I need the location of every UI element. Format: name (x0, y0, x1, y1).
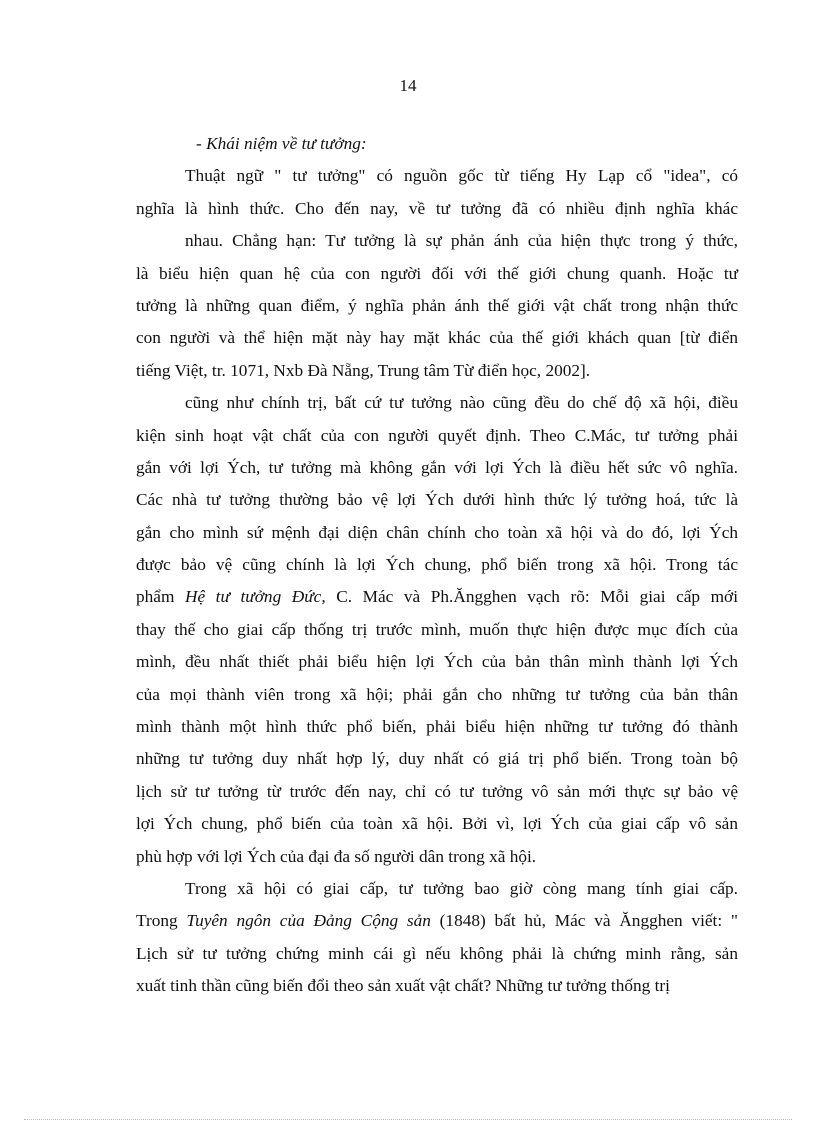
text-line: là biểu hiện quan hệ của con người đối với thế giới chung quanh. Hoặc tư (136, 263, 738, 283)
text-line: Lịch sử tư tưởng chứng minh cái gì nếu không phải là chứng minh rằng, sản (136, 943, 738, 963)
text-line: những tư tưởng duy nhất hợp lý, duy nhất có giá trị phổ biến. Trong toàn bộ (136, 749, 738, 769)
text-line: kiện sinh hoạt vật chất của con người quyết định. Theo C.Mác, tư tưởng phải (136, 425, 738, 445)
text-line: Thuật ngữ " tư tưởng" có nguồn gốc từ tiếng Hy Lạp cổ "idea", có (185, 166, 738, 186)
text-segment: (1848) bất hủ, Mác và Ăngghen viết: " (430, 911, 738, 931)
text-line: gắn với lợi Ých, tư tưởng mà không gắn với lợi Ých là điều hết sức vô nghĩa. (136, 457, 738, 477)
text-line: lợi Ých chung, phổ biến của toàn xã hội. Bởi vì, lợi Ých của giai cấp vô sản (136, 814, 738, 834)
text-segment: phẩm (136, 587, 185, 607)
body-text (136, 128, 738, 1003)
page-number: 14 (399, 76, 417, 95)
italic-title: Hệ tư tưởng Đức, (184, 587, 326, 607)
text-line: Các nhà tư tưởng thường bảo vệ lợi Ých dưới hình thức lý tưởng hoá, tức là (136, 490, 738, 510)
text-line: được bảo vệ cũng chính là lợi Ých chung, phổ biến trong xã hội. Trong tác (136, 555, 738, 575)
text-line: mình thành một hình thức phổ biến, phải biểu hiện những tư tưởng đó thành (136, 717, 738, 737)
text-line: lịch sử tư tưởng từ trước đến nay, chỉ có tư tưởng vô sản mới thực sự bảo vệ (136, 781, 738, 801)
text-line (136, 581, 738, 613)
section-heading: - Khái niệm về tư tưởng: (196, 134, 367, 153)
italic-title: Tuyên ngôn của Đảng Cộng sản (186, 911, 431, 931)
page-bottom-border (24, 1119, 792, 1120)
text-line: Trong xã hội có giai cấp, tư tưởng bao giờ còng mang tính giai cấp. (185, 878, 738, 898)
text-line: gắn cho mình sứ mệnh đại diện chân chính cho toàn xã hội và do đó, lợi Ých (136, 522, 738, 542)
text-segment: Trong (136, 911, 187, 931)
text-line: nghĩa là hình thức. Cho đến nay, về tư tưởng đã có nhiều định nghĩa khác (136, 198, 738, 218)
text-line: mình, đều nhất thiết phải biểu hiện lợi Ých của bản thân mình thành lợi Ých (136, 652, 738, 672)
text-line: của mọi thành viên trong xã hội; phải gắn cho những tư tưởng của bản thân (136, 684, 738, 704)
text-line: tiếng Việt, tr. 1071, Nxb Đà Nẵng, Trung tâm Từ điển học, 2002]. (136, 360, 591, 380)
text-line: phù hợp với lợi Ých của đại đa số người dân trong xã hội. (136, 846, 537, 866)
text-line: con người và thể hiện mặt này hay mặt khác của thế giới khách quan [từ điển (136, 328, 738, 348)
text-line: nhau. Chẳng hạn: Tư tưởng là sự phản ánh của hiện thực trong ý thức, (185, 231, 738, 251)
text-segment: C. Mác và Ph.Ăngghen vạch rõ: Mỗi giai cấp mới (325, 587, 738, 607)
text-line: xuất tinh thần cũng biến đổi theo sản xuất vật chất? Những tư tưởng thống trị (136, 976, 670, 996)
text-line: tưởng là những quan điểm, ý nghĩa phản ánh thế giới vật chất trong nhận thức (136, 295, 738, 315)
text-line: cũng như chính trị, bất cứ tư tưởng nào cũng đều do chế độ xã hội, điều (185, 393, 738, 413)
text-line: thay thế cho giai cấp thống trị trước mình, muốn thực hiện được mục đích của (136, 619, 738, 639)
text-line (136, 905, 738, 937)
